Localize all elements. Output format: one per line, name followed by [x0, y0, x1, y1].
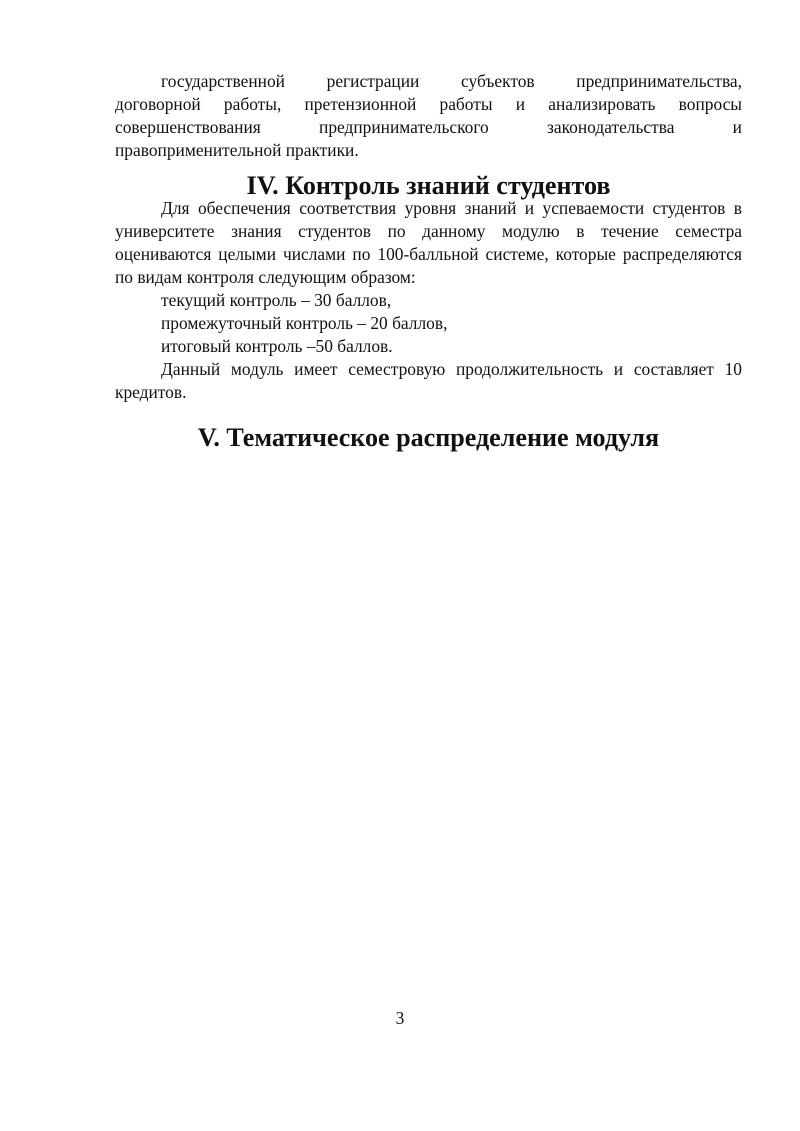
document-page [115, 70, 742, 452]
control-item-intermediate: промежуточный контроль – 20 баллов, [161, 313, 448, 333]
control-item-final: итоговый контроль –50 баллов. [161, 336, 393, 356]
intro-line-1: государственной регистрации субъектов предпринимательства, [161, 71, 742, 91]
control-item-current: текущий контроль – 30 баллов, [161, 290, 392, 310]
intro-line-3: совершенствования предпринимательского законодательства и [115, 117, 742, 137]
section-5-heading: V. Тематическое распределение модуля [197, 423, 660, 452]
section-4-closing: Данный модуль имеет семестровую продолжительность и составляет 10 кредитов. [115, 359, 742, 402]
intro-line-2: договорной работы, претензионной работы и анализировать вопросы [115, 94, 742, 114]
section-4-paragraph: Для обеспечения соответствия уровня знаний и успеваемости студентов в университете знания студентов по данному модулю в течение семестра оцениваются целыми числами по 100-балльной системе, которые распределяются по видам контроля следующим образом: [115, 198, 742, 287]
section-4-heading: IV. Контроль знаний студентов [246, 171, 611, 200]
intro-line-4: правоприменительной практики. [115, 140, 359, 160]
page-number: 3 [395, 1008, 405, 1028]
